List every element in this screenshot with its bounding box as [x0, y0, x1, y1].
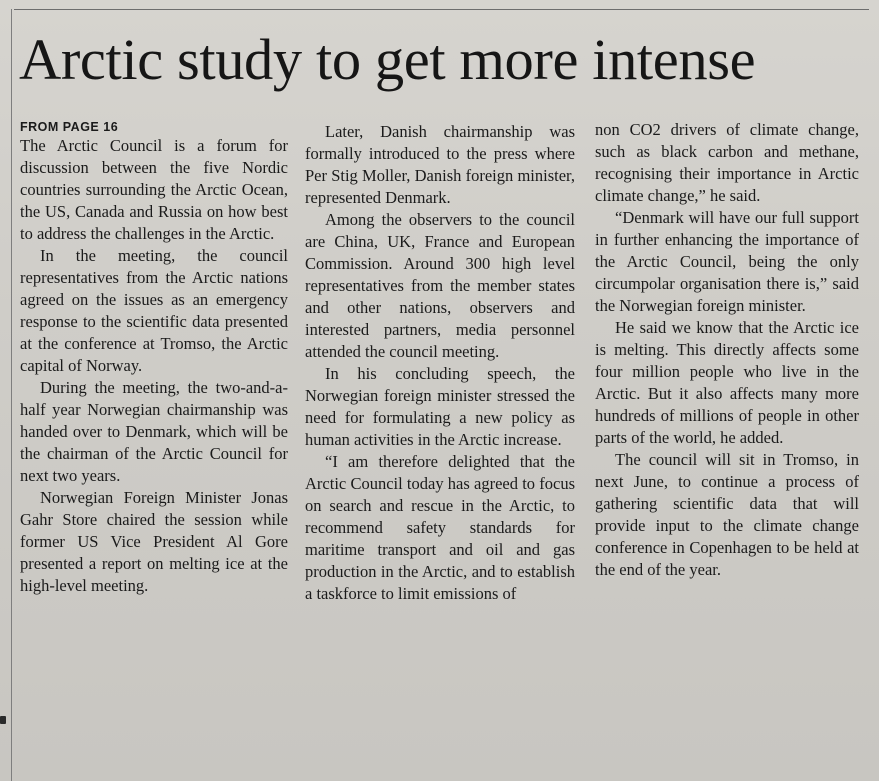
paragraph: The Arctic Council is a forum for discussion between the five Nordic countries surrounding the Arctic Ocean, the US, Canada and Russia on how best to address the challenges in the Arctic.	[20, 136, 288, 243]
kicker: FROM PAGE 16	[20, 121, 119, 134]
paragraph: He said we know that the Arctic ice is melting. This directly affects some four million people who live in the Arctic. But it also affects many more hundreds of millions of people in other parts of the world, he added.	[595, 318, 859, 447]
paragraph: Among the observers to the council are China, UK, France and European Commission. Around 300 high level representatives from the member states and other nations, observers and interested partners, media personnel attended the council meeting.	[305, 210, 575, 361]
paragraph: Norwegian Foreign Minister Jonas Gahr Store chaired the session while former US Vice President Al Gore presented a report on melting ice at the high-level meeting.	[20, 488, 288, 595]
paragraph: “I am therefore delighted that the Arctic Council today has agreed to focus on search and rescue in the Arctic, to recommend safety standards for maritime transport and oil and gas production in the Arctic, and to establish a taskforce to limit emissions of	[305, 452, 575, 603]
article-column-3	[595, 119, 859, 781]
headline: Arctic study to get more intense	[19, 27, 756, 92]
paragraph: “Denmark will have our full support in further enhancing the importance of the Arctic Council, being the only circumpolar organisation there is,” said the Norwegian foreign minister.	[595, 208, 859, 315]
article-column-2	[305, 121, 575, 781]
column-rule	[11, 9, 12, 781]
paragraph: Later, Danish chairmanship was formally introduced to the press where Per Stig Moller, Danish foreign minister, represented Denmark.	[305, 122, 575, 207]
top-rule	[14, 9, 869, 10]
article-column-1	[20, 121, 288, 781]
paragraph: The council will sit in Tromso, in next June, to continue a process of gathering scientific data that will provide input to the climate change conference in Copenhagen to be held at the end of the year.	[595, 450, 859, 579]
paragraph: In the meeting, the council representatives from the Arctic nations agreed on the issues as an emergency response to the scientific data presented at the conference at Tromso, the Arctic capital of Norway.	[20, 246, 288, 375]
paragraph: In his concluding speech, the Norwegian foreign minister stressed the need for formulating a new policy as human activities in the Arctic increase.	[305, 364, 575, 449]
paragraph: During the meeting, the two-and-a-half year Norwegian chairmanship was handed over to Denmark, which will be the chairman of the Arctic Council for next two years.	[20, 378, 288, 485]
edge-mark	[0, 716, 6, 724]
paragraph: non CO2 drivers of climate change, such as black carbon and methane, recognising their importance in Arctic climate change,” he said.	[595, 120, 859, 205]
